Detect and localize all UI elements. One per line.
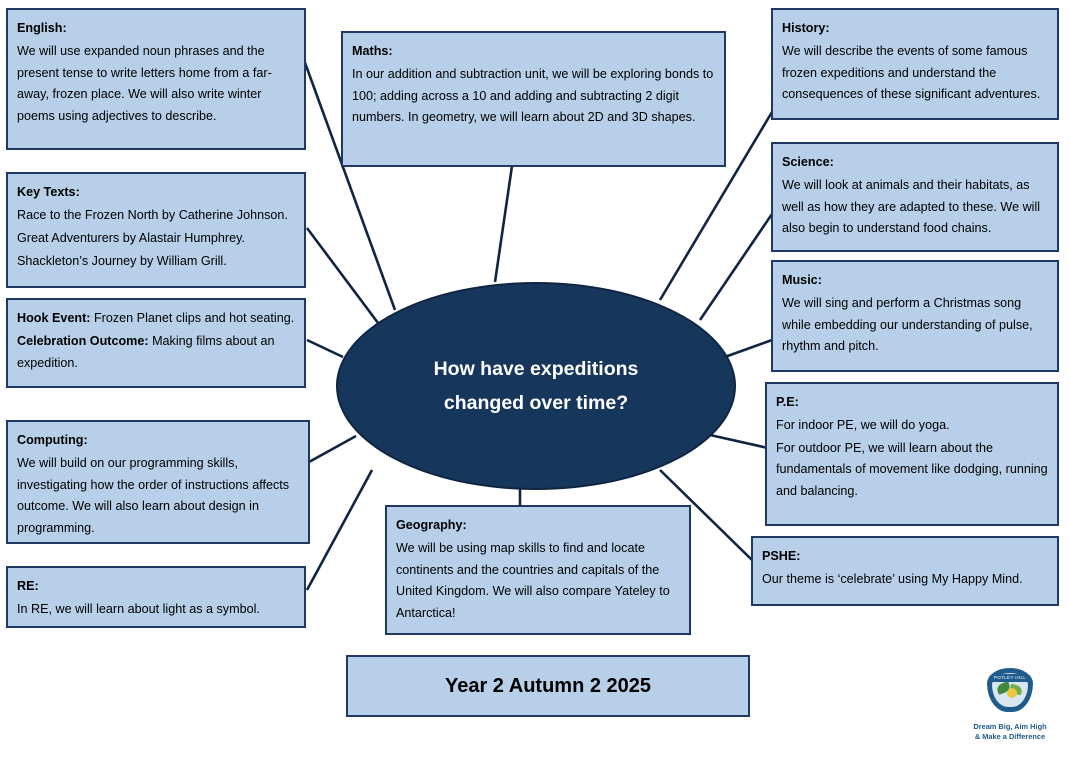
key-texts-heading: Key Texts:: [17, 185, 80, 199]
title-box: [346, 655, 750, 717]
motto-line-1: Dream Big, Aim High: [973, 722, 1047, 731]
subject-box-computing: [6, 420, 310, 544]
subject-box-science: [771, 142, 1059, 252]
school-logo: [962, 668, 1058, 748]
connector-maths: [495, 166, 512, 282]
crest-icon: [979, 668, 1041, 720]
pshe-body: Our theme is ‘celebrate’ using My Happy Mind.: [762, 571, 1023, 586]
re-heading: RE:: [17, 579, 39, 593]
subject-box-history: [771, 8, 1059, 120]
key-texts-line-1: Race to the Frozen North by Catherine Johnson.: [17, 207, 288, 222]
history-heading: History:: [782, 21, 830, 35]
hook-event-label: Hook Event:: [17, 311, 91, 325]
central-question-line-1: How have expeditions: [433, 357, 639, 380]
central-question-text: [394, 352, 679, 420]
subject-box-english: [6, 8, 306, 150]
school-motto: [962, 722, 1058, 742]
connector-pe: [710, 435, 768, 448]
music-body: We will sing and perform a Christmas song while embedding our understanding of pulse, rhythm and pitch.: [782, 295, 1033, 354]
subject-box-pshe: [751, 536, 1059, 606]
celebration-outcome-line: [17, 331, 295, 374]
computing-heading: Computing:: [17, 433, 88, 447]
celebration-outcome-label: Celebration Outcome:: [17, 333, 149, 348]
connector-science: [700, 214, 772, 320]
pe-line-2: For outdoor PE, we will learn about the fundamentals of movement like dodging, running and balancing.: [776, 440, 1048, 499]
acorn-icon: [1007, 688, 1017, 698]
hook-event-line: [17, 308, 295, 330]
pe-heading: P.E:: [776, 395, 799, 409]
page-title: Year 2 Autumn 2 2025: [444, 674, 652, 697]
subject-box-music: [771, 260, 1059, 372]
connector-hook: [307, 340, 343, 357]
computing-body: We will build on our programming skills, investigating how the order of instructions affects outcome. We will also learn about design in programming.: [17, 455, 290, 535]
subject-box-key-texts: [6, 172, 306, 288]
subject-box-geography: [385, 505, 691, 635]
english-body: We will use expanded noun phrases and the present tense to write letters home from a far-away, frozen place. We will also write winter poems using adjectives to describe.: [17, 43, 272, 123]
geography-body: We will be using map skills to find and locate continents and the countries and capitals of the United Kingdom. We will also compare Yateley to Antarctica!: [396, 540, 670, 620]
key-texts-line-2: Great Adventurers by Alastair Humphrey.: [17, 230, 245, 245]
history-body: We will describe the events of some famous frozen expeditions and understand the consequences of these significant adventures.: [782, 43, 1041, 102]
central-question-oval: [336, 282, 736, 490]
science-heading: Science:: [782, 155, 834, 169]
subject-box-pe: [765, 382, 1059, 526]
english-heading: English:: [17, 21, 67, 35]
pe-line-1: For indoor PE, we will do yoga.: [776, 417, 950, 432]
crest-banner-text: POTLEY HILL: [989, 674, 1031, 682]
subject-box-hook-event: [6, 298, 306, 388]
maths-body: In our addition and subtraction unit, we will be exploring bonds to 100; adding across a 10 and adding and subtracting 2 digit numbers. In geometry, we will learn about 2D and 3D shapes.: [352, 66, 714, 125]
music-heading: Music:: [782, 273, 822, 287]
key-texts-line-3: Shackleton’s Journey by William Grill.: [17, 253, 227, 268]
re-body: In RE, we will learn about light as a symbol.: [17, 601, 260, 616]
hook-event-text: Frozen Planet clips and hot seating.: [93, 311, 295, 325]
celebration-outcome-text: Making films about an expedition.: [17, 333, 275, 370]
maths-heading: Maths:: [352, 44, 393, 58]
central-question-line-2: changed over time?: [443, 392, 629, 414]
science-body: We will look at animals and their habitats, as well as how they are adapted to these. We will also begin to understand food chains.: [782, 177, 1041, 236]
connector-music: [722, 340, 772, 358]
pshe-heading: PSHE:: [762, 549, 801, 563]
motto-line-2: & Make a Difference: [974, 731, 1046, 741]
connector-computing: [309, 436, 356, 462]
subject-box-re: [6, 566, 306, 628]
connector-re: [307, 470, 372, 590]
geography-heading: Geography:: [396, 518, 467, 532]
subject-box-maths: [341, 31, 726, 167]
